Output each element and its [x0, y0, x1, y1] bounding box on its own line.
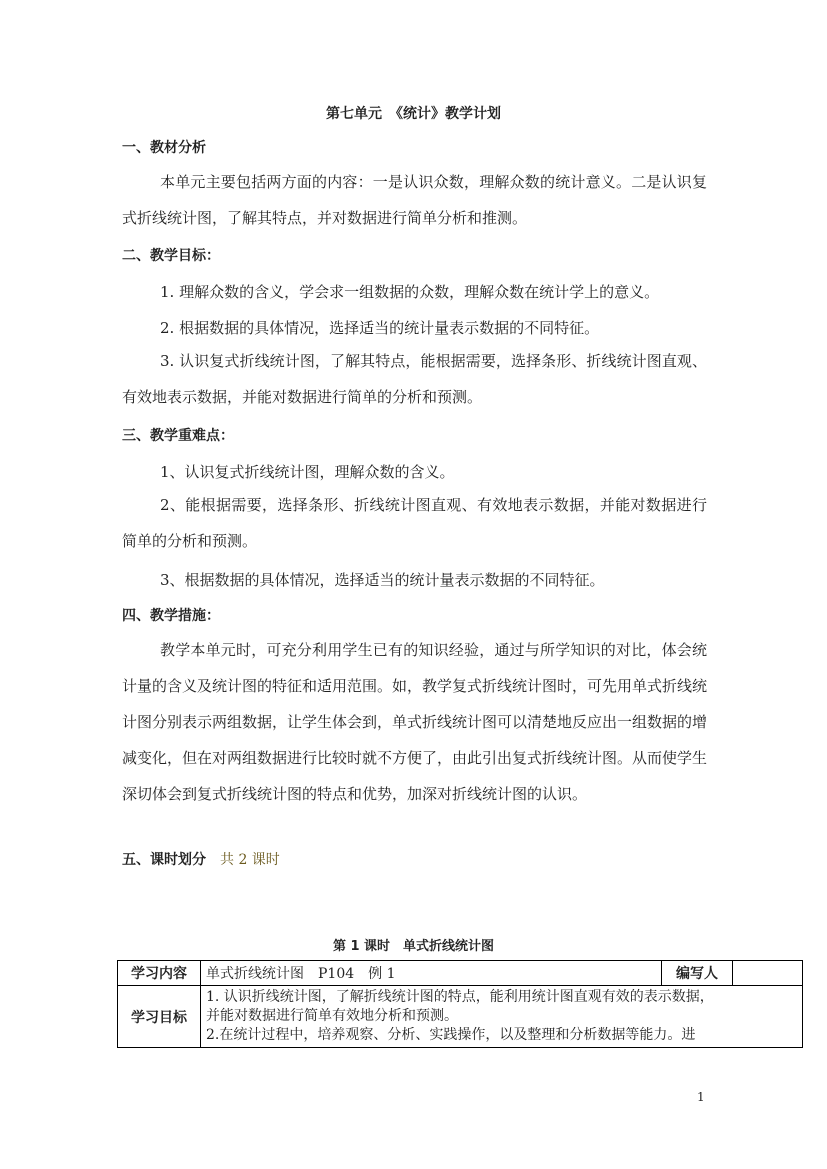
page-number: 1	[697, 1090, 705, 1104]
lesson-title: 第 1 课时 单式折线统计图	[332, 939, 495, 954]
keypoint-item-2: 2、能根据需要，选择条形、折线统计图直观、有效地表示数据，并能对数据进行简单的分析和预测。	[122, 496, 707, 550]
content-label-cell: 学习内容	[118, 961, 201, 986]
lesson-plan-table	[117, 960, 803, 1048]
content-value-cell: 单式折线统计图 P104 例 1	[201, 961, 662, 986]
goal-value-cell	[201, 986, 803, 1048]
periods-value: 共 2 课时	[220, 852, 280, 868]
section-heading-analysis: 一、教材分析	[122, 140, 206, 156]
keypoint-item-3: 3、根据数据的具体情况，选择适当的统计量表示数据的不同特征。	[160, 571, 605, 589]
goal-item-3: 3. 认识复式折线统计图，了解其特点，能根据需要，选择条形、折线统计图直观、有效地表示数据，并能对数据进行简单的分析和预测。	[122, 352, 707, 406]
section-heading-periods: 五、课时划分	[122, 852, 206, 868]
table-row	[118, 961, 803, 986]
document-title: 第七单元 《统计》教学计划	[326, 106, 501, 122]
periods-line	[122, 849, 280, 869]
analysis-paragraph: 本单元主要包括两方面的内容：一是认识众数，理解众数的统计意义。二是认识复式折线统计图，了解其特点，并对数据进行简单分析和推测。	[122, 173, 707, 227]
keypoint-item-1: 1、认识复式折线统计图，理解众数的含义。	[160, 463, 455, 481]
goal-label-cell: 学习目标	[118, 986, 201, 1048]
table-row	[118, 986, 803, 1048]
author-value-cell	[733, 961, 803, 986]
goal-line-2: 并能对数据进行简单有效地分析和预测。	[206, 1008, 458, 1024]
section-heading-keypoints: 三、教学重难点：	[122, 428, 234, 444]
section-heading-measures: 四、教学措施：	[122, 608, 220, 624]
measures-paragraph: 教学本单元时，可充分利用学生已有的知识经验，通过与所学知识的对比，体会统计量的含义及统计图的特征和适用范围。如，教学复式折线统计图时，可先用单式折线统计图分别表示两组数据，让学生体会到，单式折线统计图可以清楚地反应出一组数据的增减变化，但在对两组数据进行比较时就不方便了，由此引出复式折线统计图。从而使学生深切体会到复式折线统计图的特点和优势，加深对折线统计图的认识。	[122, 641, 708, 803]
section-heading-goals: 二、教学目标：	[122, 248, 220, 264]
goal-item-2: 2. 根据数据的具体情况，选择适当的统计量表示数据的不同特征。	[160, 319, 600, 337]
goal-item-1: 1. 理解众数的含义，学会求一组数据的众数，理解众数在统计学上的意义。	[160, 283, 660, 301]
goal-line-1: 1. 认识折线统计图，了解折线统计图的特点，能利用统计图直观有效的表示数据，	[206, 989, 714, 1005]
author-label-cell: 编写人	[662, 961, 733, 986]
goal-line-3: 2.在统计过程中，培养观察、分析、实践操作，以及整理和分析数据等能力。进	[206, 1027, 696, 1043]
